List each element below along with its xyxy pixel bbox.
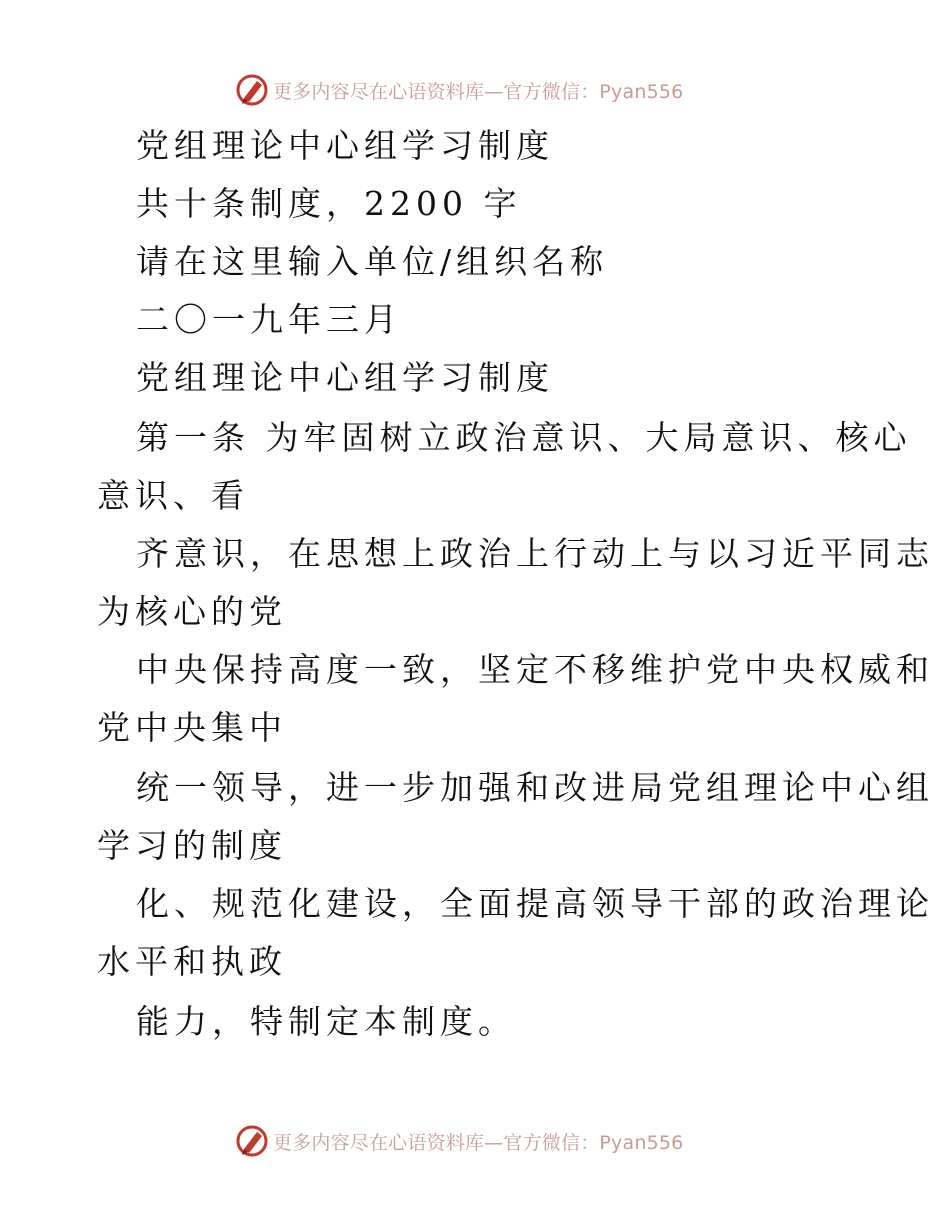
doc-date: 二〇一九年三月 <box>136 300 402 339</box>
doc-paragraph-line: 齐意识，在思想上政治上行动上与以习近平同志 <box>136 534 934 573</box>
doc-paragraph-line: 中央保持高度一致，坚定不移维护党中央权威和 <box>136 650 934 689</box>
watermark-text: 更多内容尽在心语资料库—官方微信：Pyan556 <box>273 1131 684 1154</box>
doc-paragraph-line: 为核心的党 <box>97 592 287 631</box>
doc-org-placeholder: 请在这里输入单位/组织名称 <box>136 242 609 281</box>
doc-paragraph-line: 化、规范化建设，全面提高领导干部的政治理论 <box>136 884 934 923</box>
doc-paragraph-line: 学习的制度 <box>97 826 287 865</box>
header-watermark <box>235 70 715 110</box>
watermark-text: 更多内容尽在心语资料库—官方微信：Pyan556 <box>273 80 684 103</box>
doc-paragraph-line: 能力，特制定本制度。 <box>136 1002 516 1041</box>
doc-paragraph-line: 第一条 为牢固树立政治意识、大局意识、核心 <box>136 418 912 457</box>
doc-heading: 党组理论中心组学习制度 <box>136 358 554 397</box>
doc-title: 党组理论中心组学习制度 <box>136 126 554 165</box>
pen-circle-logo-icon <box>235 1124 269 1158</box>
doc-paragraph-line: 意识、看 <box>97 476 249 515</box>
doc-paragraph-line: 党中央集中 <box>97 708 287 747</box>
doc-paragraph-line: 水平和执政 <box>97 942 287 981</box>
footer-watermark <box>235 1121 715 1161</box>
pen-circle-logo-icon <box>235 73 269 107</box>
doc-subtitle-count: 共十条制度，2200 字 <box>136 184 522 223</box>
doc-paragraph-line: 统一领导，进一步加强和改进局党组理论中心组 <box>136 768 934 807</box>
